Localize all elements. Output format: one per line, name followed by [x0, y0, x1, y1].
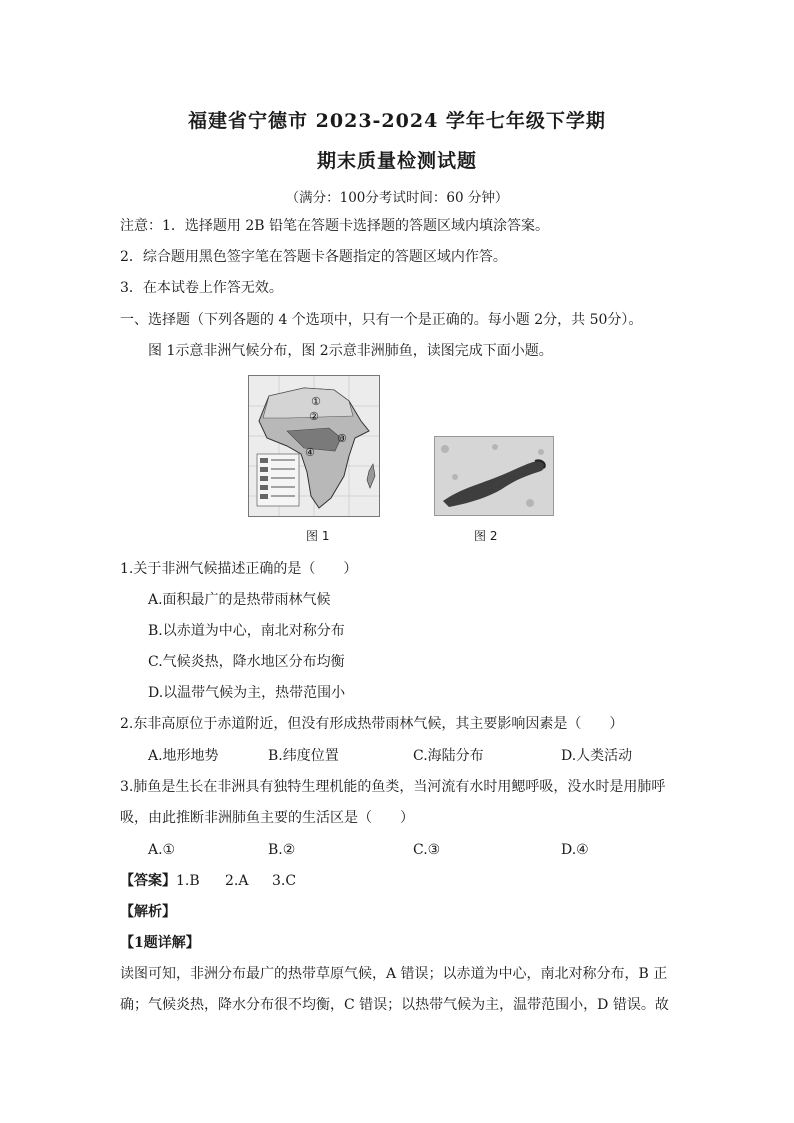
question-3-option-d: D.④: [561, 842, 589, 858]
question-2-option-a: A.地形地势: [148, 748, 219, 764]
question-3-option-b: B.②: [268, 842, 296, 858]
question-2-stem: 2.东非高原位于赤道附近，但没有形成热带雨林气候，其主要影响因素是（ ）: [120, 716, 624, 732]
map-marker-1: ①: [311, 395, 321, 408]
africa-map-image: [249, 376, 379, 516]
title-line-2: 期末质量检测试题: [316, 150, 477, 172]
question-3-option-a: A.①: [148, 842, 176, 858]
figure-2-lungfish-photo: [434, 436, 554, 516]
analysis-sub-label: 【1题详解】: [120, 935, 200, 951]
figure-2-caption: 图 2: [474, 529, 498, 543]
question-2-option-b: B.纬度位置: [268, 748, 339, 764]
question-2-option-c: C.海陆分布: [413, 748, 484, 764]
map-marker-3: ③: [337, 432, 347, 445]
figure-1-caption: 图 1: [306, 529, 330, 543]
analysis-line-2: 确；气候炎热，降水分布很不均衡，C 错误；以热带气候为主，温带范围小，D 错误。故: [120, 997, 669, 1013]
question-3-stem-line-2: 吸，由此推断非洲肺鱼主要的生活区是（ ）: [120, 810, 414, 826]
note-2: 2．综合题用黑色签字笔在答题卡各题指定的答题区域内作答。: [120, 249, 507, 265]
analysis-line-1: 读图可知，非洲分布最广的热带草原气候，A 错误；以赤道为中心，南北对称分布，B 正: [120, 966, 668, 982]
map-marker-2: ②: [309, 410, 319, 423]
note-1: 注意：1．选择题用 2B 铅笔在答题卡选择题的答题区域内填涂答案。: [120, 218, 550, 234]
question-1-option-d: D.以温带气候为主，热带范围小: [148, 685, 346, 701]
title-line-1: 福建省宁德市 2023-2024 学年七年级下学期: [188, 110, 606, 132]
question-3-option-c: C.③: [413, 842, 441, 858]
score-time: （满分：100分考试时间：60 分钟）: [285, 190, 509, 206]
answer-1: 1.B: [176, 873, 200, 889]
section-heading: 一、选择题（下列各题的 4 个选项中，只有一个是正确的。每小题 2分，共 50分）。: [120, 312, 643, 328]
answer-label: 【答案】: [120, 873, 176, 889]
question-3-stem-line-1: 3.肺鱼是生长在非洲具有独特生理机能的鱼类，当河流有水时用鳃呼吸，没水时是用肺呼: [120, 779, 666, 795]
analysis-label: 【解析】: [120, 904, 176, 920]
question-2-option-d: D.人类活动: [561, 748, 633, 764]
question-1-stem: 1.关于非洲气候描述正确的是（ ）: [120, 561, 358, 577]
note-3: 3．在本试卷上作答无效。: [120, 280, 283, 296]
figure-1-africa-map: [248, 375, 380, 517]
figure-intro: 图 1示意非洲气候分布，图 2示意非洲肺鱼，读图完成下面小题。: [148, 343, 553, 359]
question-1-option-a: A.面积最广的是热带雨林气候: [148, 592, 331, 608]
lungfish-image: [435, 437, 553, 515]
question-1-option-c: C.气候炎热，降水地区分布均衡: [148, 654, 345, 670]
answer-3: 3.C: [272, 873, 297, 889]
map-marker-4: ④: [305, 446, 315, 459]
answer-2: 2.A: [225, 873, 249, 889]
question-1-option-b: B.以赤道为中心，南北对称分布: [148, 623, 345, 639]
